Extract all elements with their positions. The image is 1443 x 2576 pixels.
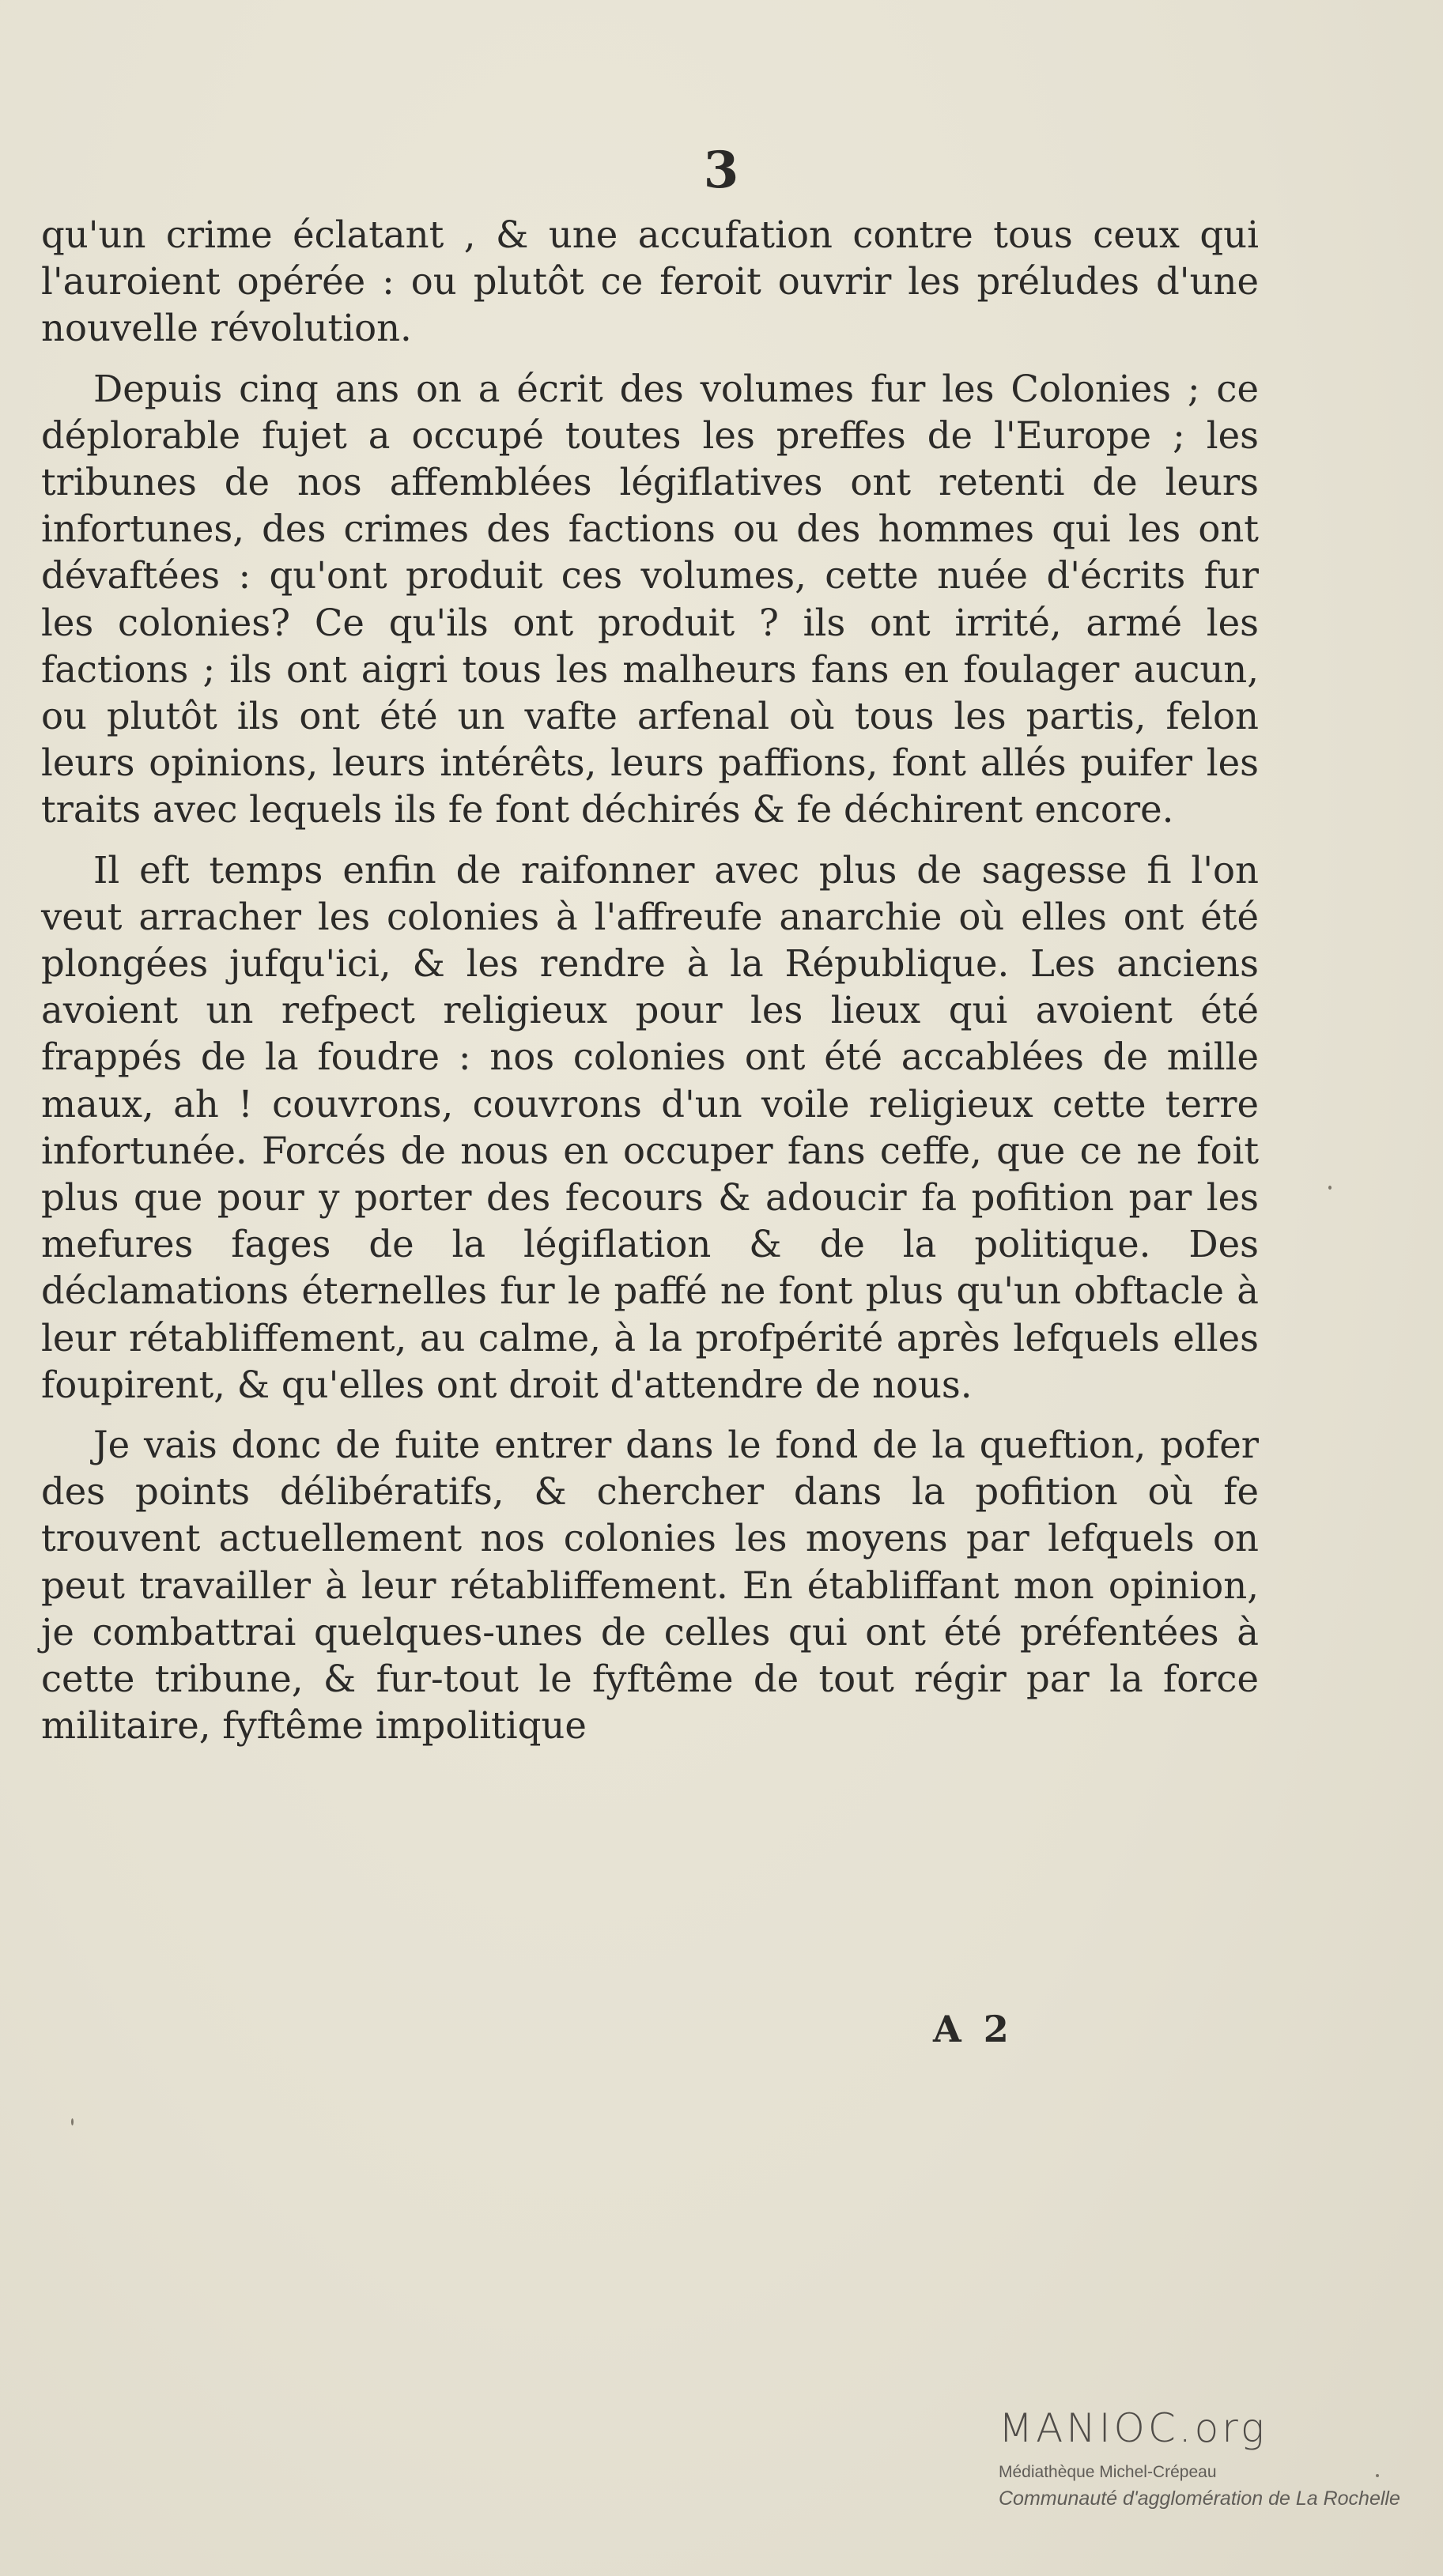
paragraph-4: Je vais donc de fuite entrer dans le fond de la queftion, pofer des points délibératifs, & chercher dans la pofition où fe trouvent actuellement nos colonies les moyens par lefquels on peut travailler à leur rétabliffement. En établiffant mon opinion, je combattrai quelques-unes de celles qui ont été préfentées à cette tribune, & fur-tout le fyftême de tout régir par la force militaire, fyftême impolitique — [41, 1424, 1259, 1748]
paragraph-1: qu'un crime éclatant , & une accufation contre tous ceux qui l'auroient opérée : ou plutôt ce feroit ouvrir les préludes d'une nouvelle révolution. — [41, 213, 1259, 350]
watermark-community-name: Communauté d'agglomération de La Rochelle — [999, 2487, 1400, 2510]
paragraph-2: Depuis cinq ans on a écrit des volumes fur les Colonies ; ce déplorable fujet a occupé toutes les preffes de l'Europe ; les tribunes de nos affemblées légiflatives ont retenti de leurs infortunes, des crimes des factions ou des hommes qui les ont dévaftées : qu'ont produit ces volumes, cette nuée d'écrits fur les colonies? Ce qu'ils ont produit ? ils ont irrité, armé les factions ; ils ont aigri tous les malheurs fans en foulager aucun, ou plutôt ils ont été un vafte arfenal où tous les partis, felon leurs opinions, leurs intérêts, leurs paffions, font allés puifer les traits avec lequels ils fe font déchirés & fe déchirent encore. — [41, 367, 1259, 832]
paper-speck — [71, 2118, 74, 2125]
paragraph-3: Il eft temps enfin de raifonner avec plus de sagesse fi l'on veut arracher les colonies à l'affreufe anarchie où elles ont été plongées jufqu'ici, & les rendre à la République. Les anciens avoient un refpect religieux pour les lieux qui avoient été frappés de la foudre : nos colonies ont été accablées de mille maux, ah ! couvrons, couvrons d'un voile religieux cette terre infortunée. Forcés de nous en occuper fans ceffe, que ce ne foit plus que pour y porter des fecours & adoucir fa pofition par les mefures fages de la légiflation & de la politique. Des déclamations éternelles fur le paffé ne font plus qu'un obftacle à leur rétabliffement, au calme, à la profpérité après lefquels elles foupirent, & qu'elles ont droit d'attendre de nous. — [41, 848, 1259, 1406]
body-text — [41, 212, 1259, 1750]
manioc-logo: MANIOC.org — [999, 2405, 1267, 2451]
page-number: 3 — [703, 141, 740, 200]
signature-mark: A 2 — [933, 2008, 1014, 2050]
library-watermark — [999, 2404, 1410, 2510]
watermark-library-name: Médiathèque Michel-Crépeau — [999, 2463, 1217, 2481]
paper-speck — [1328, 1186, 1332, 1190]
